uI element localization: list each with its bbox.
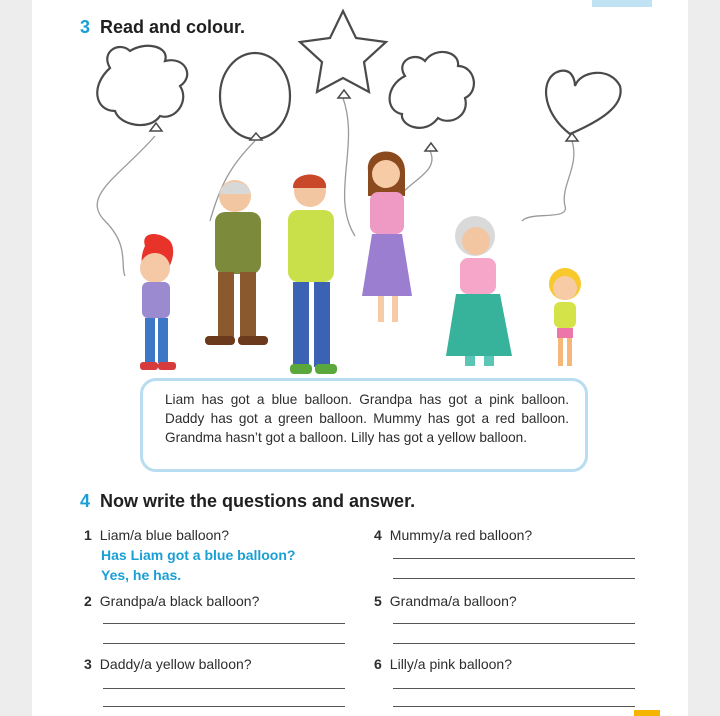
- question-number: 4: [374, 527, 382, 543]
- exercise-4-heading: [80, 491, 415, 512]
- page-corner-tab: [634, 710, 660, 716]
- question-number: 2: [84, 593, 92, 609]
- page-margin-left: [0, 0, 32, 716]
- lilly-figure: [549, 268, 581, 366]
- balloon-knot: [150, 123, 162, 131]
- cloud-balloon-left: [97, 46, 187, 125]
- question-number: 1: [84, 527, 92, 543]
- question-3: [84, 656, 252, 672]
- heart-balloon: [546, 71, 621, 134]
- answer-line[interactable]: [103, 706, 345, 707]
- balloon-knot: [338, 90, 350, 98]
- question-number: 3: [84, 656, 92, 672]
- question-1: [84, 527, 229, 543]
- story-text-box: [140, 378, 588, 472]
- family-balloons-illustration: [60, 6, 660, 386]
- exercise-3-title: Read and colour.: [100, 17, 246, 37]
- question-prompt: Lilly/a pink balloon?: [389, 656, 512, 672]
- grandma-figure: [446, 216, 512, 366]
- answer-line[interactable]: [103, 643, 345, 644]
- question-prompt: Mummy/a red balloon?: [389, 527, 533, 543]
- answer-line[interactable]: [393, 706, 635, 707]
- question-5: [374, 593, 517, 609]
- answer-line[interactable]: [393, 643, 635, 644]
- question-prompt: Liam/a blue balloon?: [99, 527, 230, 543]
- question-prompt: Grandma/a balloon?: [389, 593, 517, 609]
- question-6: [374, 656, 512, 672]
- balloon-string: [522, 141, 574, 221]
- balloon-string: [343, 98, 355, 236]
- liam-figure: [140, 234, 176, 370]
- daddy-figure: [288, 175, 337, 375]
- question-prompt: Daddy/a yellow balloon?: [99, 656, 252, 672]
- exercise-3-number: 3: [80, 17, 91, 37]
- answer-short-1: Yes, he has.: [101, 567, 182, 583]
- question-prompt: Grandpa/a black balloon?: [99, 593, 260, 609]
- mummy-figure: [362, 151, 412, 322]
- question-number: 6: [374, 656, 382, 672]
- answer-line[interactable]: [393, 623, 635, 624]
- story-text: Liam has got a blue balloon. Grandpa has got a pink balloon. Daddy has got a green balloon. Mummy has got a red balloon. Grandma hasn’t got a balloon. Lilly has got a yellow balloon.: [165, 392, 569, 445]
- exercise-4-title: Now write the questions and answer.: [100, 491, 416, 511]
- balloon-knot: [425, 143, 437, 151]
- cloud-balloon-right: [390, 52, 474, 128]
- answer-line[interactable]: [393, 688, 635, 689]
- question-number: 5: [374, 593, 382, 609]
- star-balloon: [300, 11, 386, 92]
- answer-line[interactable]: [393, 578, 635, 579]
- answer-line[interactable]: [103, 623, 345, 624]
- balloon-knot: [566, 133, 578, 141]
- answer-question-1: Has Liam got a blue balloon?: [101, 547, 296, 563]
- round-balloon: [220, 53, 290, 139]
- exercise-4-number: 4: [80, 491, 91, 511]
- question-4: [374, 527, 532, 543]
- answer-line[interactable]: [393, 558, 635, 559]
- answer-line[interactable]: [103, 688, 345, 689]
- page-margin-right: [688, 0, 720, 716]
- question-2: [84, 593, 259, 609]
